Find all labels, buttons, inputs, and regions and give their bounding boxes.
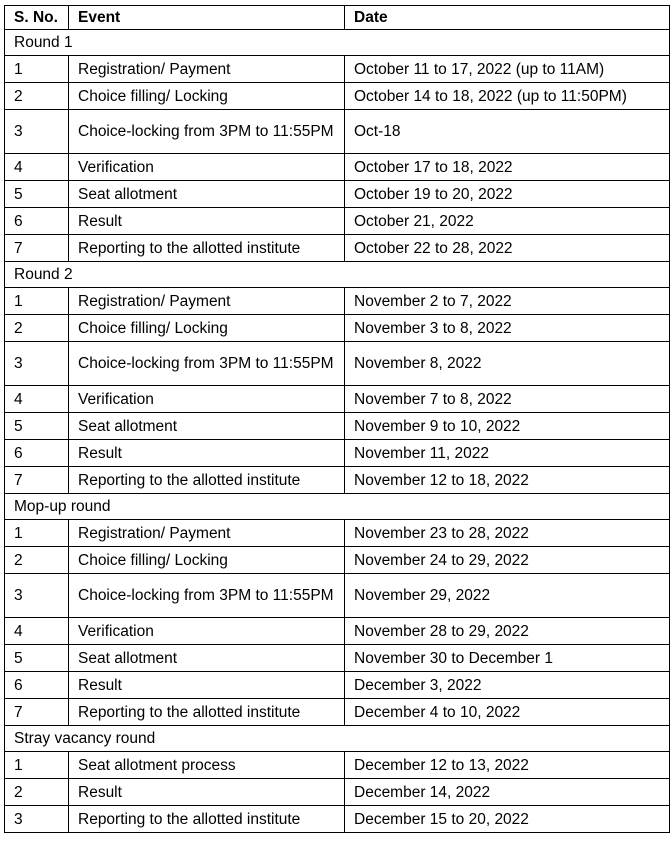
cell-event: Registration/ Payment (69, 520, 345, 547)
table-row (5, 386, 670, 413)
cell-sno: 3 (5, 574, 69, 618)
cell-date: December 12 to 13, 2022 (345, 752, 670, 779)
cell-date: November 28 to 29, 2022 (345, 618, 670, 645)
counselling-schedule-table (4, 5, 670, 833)
round-heading-row (5, 30, 670, 56)
cell-sno: 1 (5, 288, 69, 315)
round-title: Round 2 (5, 262, 670, 288)
table-row (5, 672, 670, 699)
cell-date: November 8, 2022 (345, 342, 670, 386)
cell-sno: 1 (5, 752, 69, 779)
cell-date: November 3 to 8, 2022 (345, 315, 670, 342)
table-row (5, 235, 670, 262)
cell-sno: 3 (5, 342, 69, 386)
table-row (5, 208, 670, 235)
cell-sno: 5 (5, 413, 69, 440)
table-row (5, 806, 670, 833)
cell-sno: 2 (5, 779, 69, 806)
table-row (5, 645, 670, 672)
table-row (5, 110, 670, 154)
cell-event: Verification (69, 386, 345, 413)
round-title: Mop-up round (5, 494, 670, 520)
cell-date: October 14 to 18, 2022 (up to 11:50PM) (345, 83, 670, 110)
round-heading-row (5, 494, 670, 520)
cell-sno: 7 (5, 467, 69, 494)
cell-date: October 21, 2022 (345, 208, 670, 235)
cell-event: Choice filling/ Locking (69, 315, 345, 342)
cell-event: Choice filling/ Locking (69, 83, 345, 110)
header-date: Date (345, 6, 670, 30)
table-row (5, 618, 670, 645)
table-row (5, 342, 670, 386)
cell-event: Result (69, 779, 345, 806)
cell-event: Reporting to the allotted institute (69, 235, 345, 262)
cell-sno: 5 (5, 181, 69, 208)
cell-sno: 6 (5, 208, 69, 235)
cell-event: Seat allotment (69, 413, 345, 440)
cell-event: Result (69, 440, 345, 467)
cell-date: Oct-18 (345, 110, 670, 154)
table-row (5, 315, 670, 342)
round-heading-row (5, 262, 670, 288)
cell-event: Seat allotment process (69, 752, 345, 779)
cell-event: Choice-locking from 3PM to 11:55PM (69, 342, 345, 386)
table-row (5, 547, 670, 574)
cell-sno: 7 (5, 699, 69, 726)
table-row (5, 83, 670, 110)
cell-date: November 23 to 28, 2022 (345, 520, 670, 547)
cell-event: Seat allotment (69, 645, 345, 672)
cell-sno: 3 (5, 806, 69, 833)
table-row (5, 467, 670, 494)
cell-event: Seat allotment (69, 181, 345, 208)
cell-event: Reporting to the allotted institute (69, 699, 345, 726)
table-row (5, 699, 670, 726)
cell-event: Choice filling/ Locking (69, 547, 345, 574)
cell-sno: 1 (5, 56, 69, 83)
table-row (5, 56, 670, 83)
cell-sno: 6 (5, 440, 69, 467)
table-row (5, 520, 670, 547)
cell-date: November 11, 2022 (345, 440, 670, 467)
cell-event: Verification (69, 618, 345, 645)
table-body (5, 30, 670, 833)
table-header (5, 6, 670, 30)
cell-event: Reporting to the allotted institute (69, 806, 345, 833)
cell-date: November 29, 2022 (345, 574, 670, 618)
table-row (5, 154, 670, 181)
cell-sno: 3 (5, 110, 69, 154)
cell-date: October 17 to 18, 2022 (345, 154, 670, 181)
cell-event: Registration/ Payment (69, 56, 345, 83)
cell-event: Reporting to the allotted institute (69, 467, 345, 494)
table-row (5, 752, 670, 779)
cell-sno: 5 (5, 645, 69, 672)
cell-date: October 19 to 20, 2022 (345, 181, 670, 208)
cell-date: December 14, 2022 (345, 779, 670, 806)
cell-sno: 1 (5, 520, 69, 547)
cell-sno: 6 (5, 672, 69, 699)
cell-date: December 4 to 10, 2022 (345, 699, 670, 726)
table-row (5, 574, 670, 618)
cell-event: Result (69, 672, 345, 699)
cell-sno: 4 (5, 386, 69, 413)
cell-date: October 22 to 28, 2022 (345, 235, 670, 262)
table-row (5, 779, 670, 806)
cell-event: Result (69, 208, 345, 235)
round-title: Round 1 (5, 30, 670, 56)
cell-date: December 15 to 20, 2022 (345, 806, 670, 833)
header-sno: S. No. (5, 6, 69, 30)
table-row (5, 440, 670, 467)
cell-date: November 30 to December 1 (345, 645, 670, 672)
round-heading-row (5, 726, 670, 752)
cell-sno: 4 (5, 618, 69, 645)
cell-sno: 2 (5, 547, 69, 574)
cell-sno: 7 (5, 235, 69, 262)
cell-date: November 12 to 18, 2022 (345, 467, 670, 494)
cell-event: Choice-locking from 3PM to 11:55PM (69, 110, 345, 154)
cell-event: Registration/ Payment (69, 288, 345, 315)
cell-date: November 7 to 8, 2022 (345, 386, 670, 413)
cell-sno: 2 (5, 83, 69, 110)
cell-event: Verification (69, 154, 345, 181)
cell-date: November 2 to 7, 2022 (345, 288, 670, 315)
cell-event: Choice-locking from 3PM to 11:55PM (69, 574, 345, 618)
round-title: Stray vacancy round (5, 726, 670, 752)
cell-date: November 9 to 10, 2022 (345, 413, 670, 440)
cell-sno: 2 (5, 315, 69, 342)
header-event: Event (69, 6, 345, 30)
cell-sno: 4 (5, 154, 69, 181)
table-row (5, 413, 670, 440)
table-row (5, 288, 670, 315)
header-row (5, 6, 670, 30)
table-row (5, 181, 670, 208)
cell-date: December 3, 2022 (345, 672, 670, 699)
cell-date: November 24 to 29, 2022 (345, 547, 670, 574)
cell-date: October 11 to 17, 2022 (up to 11AM) (345, 56, 670, 83)
